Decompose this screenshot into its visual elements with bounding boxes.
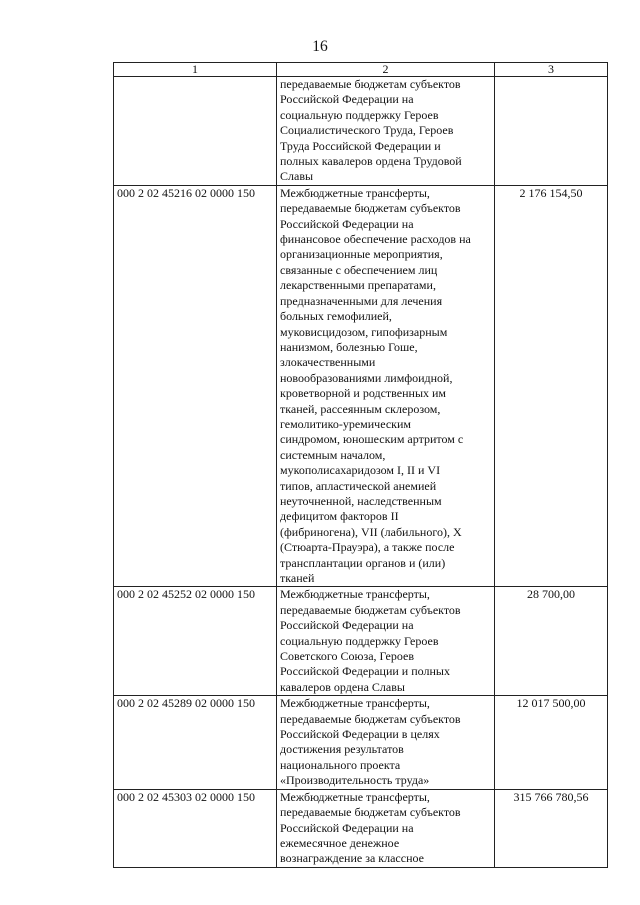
description-line: Российской Федерации и полных bbox=[280, 664, 450, 679]
amount-value: 315 766 780,56 bbox=[513, 789, 589, 804]
budget-code-cell bbox=[114, 77, 277, 186]
description-line: Советского Союза, Героев bbox=[280, 649, 415, 664]
description-line: гемолитико-уремическим bbox=[280, 416, 411, 431]
budget-code-cell: 000 2 02 45289 02 0000 150 bbox=[114, 696, 277, 789]
description-line: передаваемые бюджетам субъектов bbox=[280, 201, 461, 216]
description-line: передаваемые бюджетам субъектов bbox=[280, 77, 461, 91]
description-line: Межбюджетные трансферты, bbox=[280, 587, 430, 602]
budget-code-cell: 000 2 02 45303 02 0000 150 bbox=[114, 789, 277, 867]
description-line: тканей, рассеянным склерозом, bbox=[280, 401, 441, 416]
table-row bbox=[114, 185, 608, 587]
description-line: дефицитом факторов II bbox=[280, 509, 399, 524]
description-line: Межбюджетные трансферты, bbox=[280, 696, 430, 711]
description-line: «Производительность труда» bbox=[280, 773, 430, 788]
table-row bbox=[114, 789, 608, 867]
description-line: неуточненной, наследственным bbox=[280, 493, 442, 508]
description-line: Российской Федерации на bbox=[280, 92, 414, 107]
budget-code-cell: 000 2 02 45216 02 0000 150 bbox=[114, 185, 277, 587]
description-line: Российской Федерации на bbox=[280, 216, 414, 231]
description-line: больных гемофилией, bbox=[280, 309, 392, 324]
description-line: трансплантации органов и (или) bbox=[280, 555, 446, 570]
amount-cell bbox=[495, 587, 608, 696]
column-header: 3 bbox=[495, 63, 608, 77]
description-line: Социалистического Труда, Героев bbox=[280, 123, 454, 138]
amount-value: 28 700,00 bbox=[527, 587, 575, 602]
description-line: финансовое обеспечение расходов на bbox=[280, 232, 471, 247]
description-line: мукополисахаридозом I, II и VI bbox=[280, 463, 441, 478]
description-line: вознаграждение за классное bbox=[280, 851, 424, 866]
description-line: предназначенными для лечения bbox=[280, 293, 443, 308]
description-line: Межбюджетные трансферты, bbox=[280, 185, 430, 200]
amount-value: 2 176 154,50 bbox=[519, 185, 583, 200]
description-line: Российской Федерации на bbox=[280, 618, 414, 633]
description-line: синдромом, юношеским артритом с bbox=[280, 432, 464, 447]
description-line: Славы bbox=[280, 169, 314, 184]
description-cell bbox=[277, 696, 495, 789]
amount-cell bbox=[495, 789, 608, 867]
table-row bbox=[114, 696, 608, 789]
table-header-row bbox=[114, 63, 608, 77]
table-row bbox=[114, 77, 608, 186]
description-cell bbox=[277, 789, 495, 867]
description-line: кроветворной и родственных им bbox=[280, 386, 447, 401]
description-line: Труда Российской Федерации и bbox=[280, 138, 441, 153]
budget-table bbox=[113, 62, 608, 868]
amount-cell bbox=[495, 185, 608, 587]
table-row bbox=[114, 587, 608, 696]
description-line: организационные мероприятия, bbox=[280, 247, 443, 262]
column-header: 1 bbox=[114, 63, 277, 77]
description-line: типов, апластической анемией bbox=[280, 478, 437, 493]
description-line: Российской Федерации на bbox=[280, 820, 414, 835]
budget-code-cell: 000 2 02 45252 02 0000 150 bbox=[114, 587, 277, 696]
amount-cell bbox=[495, 696, 608, 789]
description-line: связанные с обеспечением лиц bbox=[280, 262, 438, 277]
column-header: 2 bbox=[277, 63, 495, 77]
description-line: новообразованиями лимфоидной, bbox=[280, 370, 453, 385]
description-line: передаваемые бюджетам субъектов bbox=[280, 711, 461, 726]
description-line: Российской Федерации в целях bbox=[280, 727, 440, 742]
description-line: Межбюджетные трансферты, bbox=[280, 789, 430, 804]
description-line: ежемесячное денежное bbox=[280, 835, 400, 850]
description-line: достижения результатов bbox=[280, 742, 404, 757]
description-line: нанизмом, болезнью Гоше, bbox=[280, 339, 418, 354]
description-line: кавалеров ордена Славы bbox=[280, 679, 405, 694]
description-line: (Стюарта-Прауэра), а также после bbox=[280, 540, 455, 555]
description-line: передаваемые бюджетам субъектов bbox=[280, 805, 461, 820]
description-line: социальную поддержку Героев bbox=[280, 107, 439, 122]
description-cell bbox=[277, 185, 495, 587]
description-cell bbox=[277, 587, 495, 696]
description-line: лекарственными препаратами, bbox=[280, 278, 436, 293]
description-line: тканей bbox=[280, 571, 315, 585]
description-line: социальную поддержку Героев bbox=[280, 633, 439, 648]
description-cell bbox=[277, 77, 495, 186]
description-line: национального проекта bbox=[280, 757, 401, 772]
description-line: злокачественными bbox=[280, 355, 376, 370]
description-line: системным началом, bbox=[280, 447, 386, 462]
description-line: передаваемые бюджетам субъектов bbox=[280, 602, 461, 617]
description-line: полных кавалеров ордена Трудовой bbox=[280, 154, 462, 169]
description-line: (фибриногена), VII (лабильного), X bbox=[280, 524, 462, 539]
description-line: муковисцидозом, гипофизарным bbox=[280, 324, 448, 339]
amount-value: 12 017 500,00 bbox=[516, 696, 586, 711]
amount-cell bbox=[495, 77, 608, 186]
page-number: 16 bbox=[312, 38, 328, 55]
